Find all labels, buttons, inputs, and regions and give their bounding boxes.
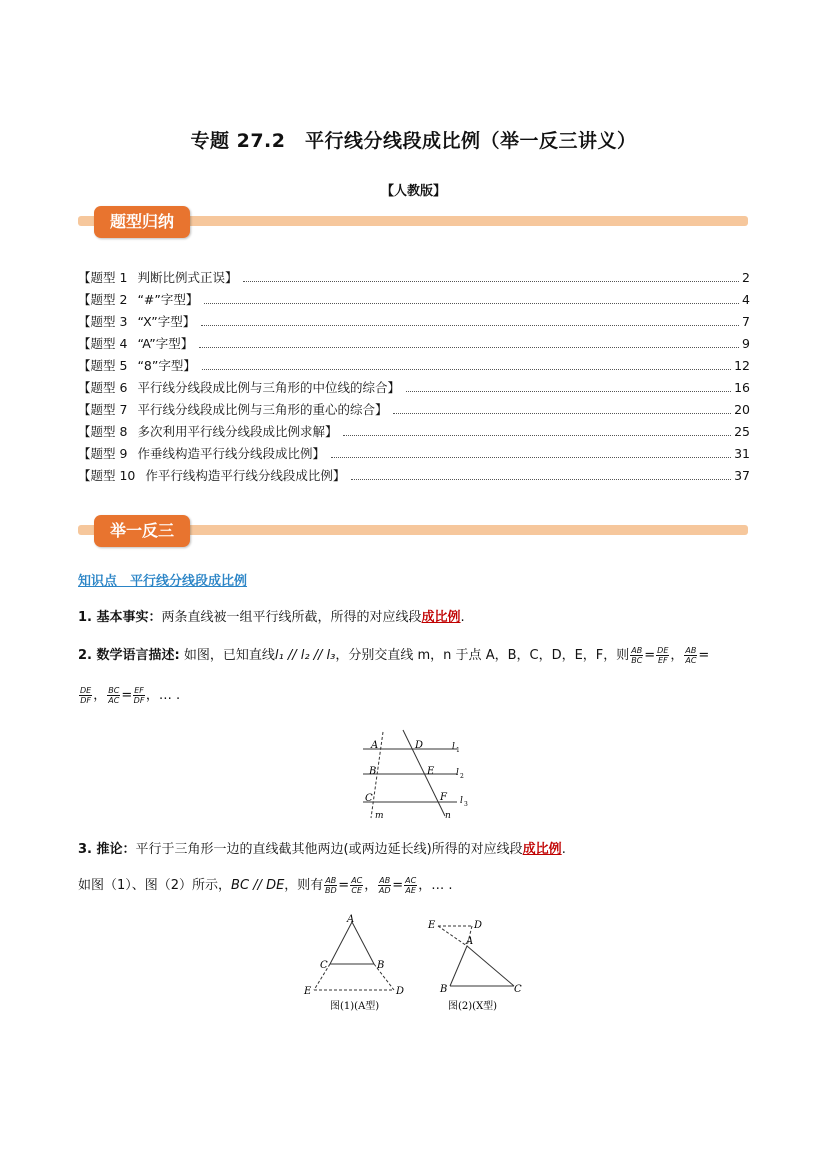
- fraction: $\frac{DE}{EF}$: [657, 646, 669, 665]
- comma: ，: [93, 688, 107, 703]
- section-header-examples: 举一反三: [94, 515, 190, 547]
- toc-leader: [243, 281, 739, 282]
- para-text: ，分别交直线 m，n 于点 A，B，C，D，E，F，则: [335, 648, 630, 663]
- toc-label: “8”字型】: [137, 358, 196, 373]
- toc-leader: [343, 435, 731, 436]
- para-lead: 2. 数学语言描述:: [78, 648, 180, 663]
- fig-label-n: n: [445, 811, 451, 821]
- equals-sign: =: [121, 688, 133, 703]
- para-end: .: [460, 610, 465, 625]
- toc-label: 作垂线构造平行线分线段成比例】: [137, 446, 325, 461]
- ellipsis: ，… .: [145, 688, 181, 703]
- para-lead: 1. 基本事实：: [78, 610, 162, 625]
- fraction: $\frac{AB}{AD}$: [378, 876, 391, 895]
- fig-label-b: B: [369, 766, 377, 777]
- paragraph-math-description: [78, 644, 709, 665]
- para-text: ，则有: [284, 878, 324, 893]
- fig-label-sub: 3: [464, 801, 468, 808]
- comma: ，: [670, 648, 684, 663]
- fig-label-sub: 1: [456, 747, 460, 754]
- toc-page-number: 4: [742, 292, 750, 307]
- section-header-types: 题型归纳: [94, 206, 190, 238]
- toc-item[interactable]: [78, 290, 750, 312]
- toc-item[interactable]: [78, 466, 750, 488]
- toc-number: 【题型 7: [78, 402, 128, 417]
- toc-item[interactable]: [78, 356, 750, 378]
- parallel-lines-figure: [355, 728, 475, 823]
- fraction: $\frac{AC}{AE}$: [405, 876, 417, 895]
- fig-label-m: m: [375, 811, 384, 821]
- equals-sign: =: [644, 648, 656, 663]
- toc-item[interactable]: [78, 312, 750, 334]
- paragraph-corollary: [78, 838, 566, 857]
- toc-label: “#”字型】: [137, 292, 199, 307]
- toc-page-number: 25: [734, 424, 750, 439]
- fig-label-a: A: [347, 914, 355, 925]
- fig-label-a: A: [466, 936, 474, 947]
- fig-label-c: C: [320, 960, 328, 971]
- toc-label: 平行线分线段成比例与三角形的重心的综合】: [137, 402, 388, 417]
- toc-page-number: 20: [734, 402, 750, 417]
- toc-leader: [201, 325, 739, 326]
- fig-label-d: D: [396, 986, 405, 997]
- toc-item[interactable]: [78, 422, 750, 444]
- fraction: $\frac{AB}{BD}$: [324, 876, 337, 895]
- toc-label: 作平行线构造平行线分线段成比例】: [145, 468, 346, 483]
- toc-page-number: 16: [734, 380, 750, 395]
- ellipsis: ，… .: [418, 878, 453, 893]
- toc-item[interactable]: [78, 334, 750, 356]
- parallel-condition: BC // DE: [231, 878, 285, 893]
- fig-label-e: E: [428, 920, 436, 931]
- fig-label-b: B: [377, 960, 385, 971]
- toc-number: 【题型 4: [78, 336, 128, 351]
- fraction: $\frac{AB}{BC}$: [631, 646, 643, 665]
- fig-label-e: E: [304, 986, 312, 997]
- toc-label: 判断比例式正误】: [137, 270, 238, 285]
- fig-label-c: C: [514, 984, 522, 995]
- toc-page-number: 37: [734, 468, 750, 483]
- fraction: $\frac{DE}{DF}$: [80, 686, 92, 705]
- toc-label: 多次利用平行线分线段成比例求解】: [137, 424, 338, 439]
- knowledge-point-heading: 知识点 平行线分线段成比例: [78, 574, 248, 589]
- figure-caption: 图(2)(X型): [448, 1001, 498, 1012]
- fig-label-l1: l: [452, 742, 455, 752]
- toc-item[interactable]: [78, 444, 750, 466]
- toc-item[interactable]: [78, 378, 750, 400]
- toc-leader: [351, 479, 731, 480]
- toc-label: 平行线分线段成比例与三角形的中位线的综合】: [137, 380, 400, 395]
- toc-number: 【题型 5: [78, 358, 128, 373]
- toc-page-number: 31: [734, 446, 750, 461]
- para-text: 如图（1）、图（2）所示，: [78, 878, 232, 893]
- edition-label: 【人教版】: [380, 184, 446, 199]
- para-text: 平行于三角形一边的直线截其他两边(或两边延长线)所得的对应线段: [135, 842, 523, 857]
- toc-number: 【题型 3: [78, 314, 128, 329]
- toc-leader: [406, 391, 731, 392]
- paragraph-math-description-cont: [78, 684, 180, 705]
- paragraph-figure-ref: [78, 874, 452, 895]
- toc-leader: [331, 457, 731, 458]
- fraction: $\frac{BC}{AC}$: [108, 686, 120, 705]
- fig-label-f: F: [440, 792, 447, 803]
- toc-number: 【题型 6: [78, 380, 128, 395]
- fig-label-l2: l: [456, 768, 459, 778]
- toc-page-number: 12: [734, 358, 750, 373]
- toc-page-number: 2: [742, 270, 750, 285]
- para-text: 如图，已知直线: [179, 648, 275, 663]
- table-of-contents: [78, 268, 750, 488]
- fraction: $\frac{AC}{CE}$: [351, 876, 363, 895]
- fig-label-l3: l: [460, 796, 463, 806]
- fig-label-d: D: [474, 920, 483, 931]
- fig-label-e: E: [427, 766, 435, 777]
- triangle-figures: [300, 912, 530, 1014]
- equals-sign: =: [392, 878, 404, 893]
- toc-leader: [202, 369, 731, 370]
- fig-label-sub: 2: [460, 773, 464, 780]
- toc-page-number: 9: [742, 336, 750, 351]
- para-text: 两条直线被一组平行线所截，所得的对应线段: [161, 610, 422, 625]
- fig-label-d: D: [415, 740, 424, 751]
- toc-number: 【题型 2: [78, 292, 128, 307]
- emphasis-text: 成比例: [421, 610, 461, 625]
- figure-caption: 图(1)(A型): [330, 1001, 380, 1012]
- toc-number: 【题型 1: [78, 270, 128, 285]
- equals-sign: =: [338, 878, 350, 893]
- toc-page-number: 7: [742, 314, 750, 329]
- fig-label-a: A: [371, 740, 379, 751]
- toc-number: 【题型 10: [78, 468, 136, 483]
- fraction: $\frac{AB}{AC}$: [685, 646, 697, 665]
- toc-number: 【题型 8: [78, 424, 128, 439]
- toc-item[interactable]: [78, 400, 750, 422]
- toc-leader: [199, 347, 739, 348]
- toc-label: “X”字型】: [137, 314, 196, 329]
- toc-leader: [204, 303, 739, 304]
- para-lead: 3. 推论：: [78, 842, 136, 857]
- para-end: .: [561, 842, 566, 857]
- toc-leader: [393, 413, 731, 414]
- toc-number: 【题型 9: [78, 446, 128, 461]
- paragraph-basic-fact: [78, 606, 465, 625]
- fraction: $\frac{EF}{DF}$: [133, 686, 145, 705]
- comma: ，: [364, 878, 378, 893]
- emphasis-text: 成比例: [522, 842, 562, 857]
- equals-sign: =: [698, 648, 710, 663]
- fig-label-c: C: [365, 793, 373, 804]
- toc-label: “A”字型】: [137, 336, 194, 351]
- page-title: 专题 27.2 平行线分线段成比例（举一反三讲义）: [190, 130, 637, 152]
- parallel-lines-expr: l₁ // l₂ // l₃: [274, 648, 336, 663]
- toc-item[interactable]: [78, 268, 750, 290]
- fig-label-b: B: [440, 984, 448, 995]
